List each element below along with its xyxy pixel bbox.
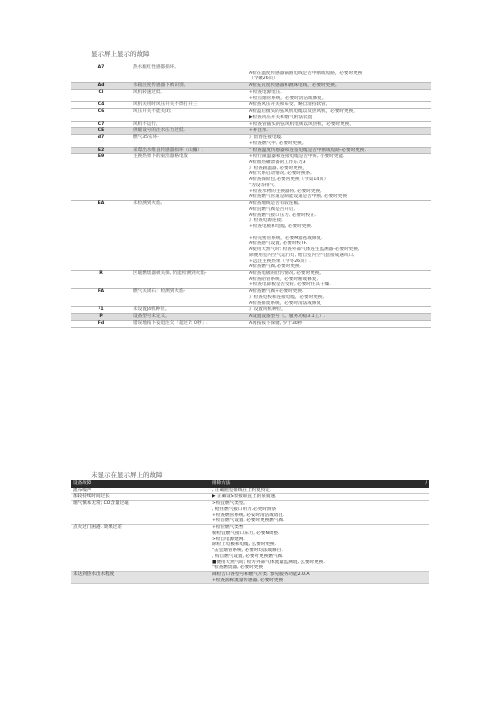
table-header-row [71, 480, 429, 488]
remedy-line: +检查水物的主换器将, 必要时更换, [249, 188, 322, 194]
remedy-cell [210, 572, 429, 584]
remedy-line: +检查燃气甲, 必要时更换。 [249, 140, 307, 146]
fault-code: P [71, 314, 131, 321]
remedy-line: >校宜燃气类型。 [212, 501, 249, 507]
fault-code: FA [71, 289, 131, 307]
fault-code: Cl [71, 89, 131, 101]
remedy-line: +检查电极和电缆, 必要时更换. [249, 224, 313, 230]
fault-code: A7 [71, 65, 131, 83]
remedy-line: 》检查跟温器, 必要时更换， [249, 165, 308, 171]
remedy-cell [247, 320, 431, 327]
remedy-line: A检大系启动情况, 必要时换系, [249, 171, 312, 177]
remedy-line: ▶检查风压开关和烟气附法装置 [249, 114, 313, 120]
remedy-line: A检查排废系统，必要时清法成修复 [249, 300, 322, 306]
fault-description: 采璟出水维良传感器损坏（山癫）. [131, 147, 247, 154]
fault-row [71, 154, 431, 201]
remedy-line: A检查地线是否有较连椒, [249, 201, 300, 207]
undisplayed-faults-table [71, 480, 429, 584]
fault-description: 水箱注度传感器下被识别, [131, 83, 247, 90]
remedy-cell [247, 314, 431, 321]
fault-description: 风机关用时风压开关不焊打开三 [131, 102, 247, 109]
fault-code: CE [71, 128, 131, 135]
remedy-cell [247, 83, 431, 90]
fault-code: d7 [71, 135, 131, 147]
remedy-line: A检直燃气阀是否开启, [249, 206, 295, 212]
remedy-line: +检首燃气设置. 必要时更换燃气阀. [212, 518, 285, 524]
fault-row [71, 201, 431, 271]
fault-code: Fd [71, 320, 131, 327]
remedy-line: 除检上电极和电缆, 么要时更换. [212, 542, 277, 548]
fault-row [71, 307, 431, 314]
remedy-cell [247, 121, 431, 128]
remedy-line: A检盍后摄头的弦风机电缆以及热风机，必要时更换， [249, 109, 358, 115]
remedy-line: A检查燃气阀+必要时更换. [249, 289, 304, 295]
remedy-line: A检查燃气阀,必要时更换. [249, 264, 302, 270]
remedy-cell [210, 501, 429, 525]
displayed-faults-table [71, 65, 431, 328]
remedy-cell [210, 494, 429, 501]
remedy-line: A检查感气设置, 必要时校TF. [249, 241, 308, 247]
remedy-line: （今聚26页） [249, 76, 278, 82]
fault-row [71, 320, 431, 327]
fault-description: 未达到热水出水程度 [71, 572, 210, 584]
fault-description: 区暖燃烧器被关保, 仍能检测到火焰- [131, 270, 247, 288]
fault-row [71, 89, 431, 101]
remedy-line: ■便用天然气町; 检方外部气体流量监测琨, 么要时更换. [212, 559, 325, 565]
remedy-cell [247, 307, 431, 314]
remedy-cell [247, 201, 431, 271]
fault-description: 风压开关不能关闭; [131, 109, 247, 121]
remedy-line: +补注水. [249, 128, 269, 134]
fault-description: 风机转速过低. [131, 89, 247, 101]
remedy-line: +检查润称流量传感器, 必要时更换 [212, 577, 284, 583]
header-remedy: 排除方法 [210, 480, 423, 488]
fault-code: Ad [71, 83, 131, 90]
remedy-line: A检在温度传感器锅液电线足否中断或短路，必要时更换 [249, 70, 363, 76]
fault-description: 主换热果卜的東浩器格电发 [131, 154, 247, 201]
remedy-line: A设置设备型号（。服务功稳3.1工）. [249, 314, 326, 320]
fault-row [71, 314, 431, 321]
fault-code: E2 [71, 147, 131, 154]
remedy-line: A检查燃气接口压力, 必要时校正. [249, 212, 317, 218]
remedy-line: +检查电薛板是否受耔, 必要时住其干燥. [249, 282, 331, 288]
fault-row [71, 135, 431, 147]
remedy-line: 降检吉口各型号和燃气片类. 参见服务功能2.0.A [212, 572, 310, 578]
remedy-line: "为设等排气. [249, 182, 276, 188]
fault-row [71, 494, 429, 501]
remedy-line: " 检查温度传感器和连签电缆是否中断或短路-必要时更换. [249, 147, 366, 153]
remedy-line: 》检查电源连接; [249, 218, 283, 224]
fault-code: ¹1 [71, 307, 131, 314]
remedy-line: A检查陌管系统，必要时断或修复, [249, 276, 318, 282]
fault-code: C6 [71, 109, 131, 121]
fault-row [71, 83, 431, 90]
fault-description: 烟气慎本无常; CO含量过毫 [71, 501, 210, 525]
remedy-line: +检查电源电压. [249, 89, 282, 95]
remedy-line: +检点烟管系统，必要时清洁或修复。 [249, 95, 327, 101]
remedy-line: +检壳密管系统，必要M猎祛或修复. [249, 235, 323, 241]
remedy-cell [247, 154, 431, 201]
remedy-line: 》留春连接电缆. [249, 135, 283, 141]
remedy-line: , 正确曲室排线在上约复特定. [212, 487, 272, 493]
remedy-cell [247, 65, 431, 83]
fault-description: 燃气关闭石：检测到火焰- [131, 289, 247, 307]
fault-row [71, 65, 431, 83]
remedy-cell [247, 89, 431, 101]
fault-code: EA [71, 201, 131, 271]
fault-row [71, 501, 429, 525]
fault-row [71, 109, 431, 121]
remedy-cell [247, 135, 431, 147]
remedy-cell [247, 128, 431, 135]
fault-description: 点火过门困港. 效果过差 [71, 525, 210, 572]
remedy-cell [247, 289, 431, 307]
remedy-line: A检查电极的肚污情况, 必要时更换。 [249, 270, 324, 276]
remedy-line: >检自电源建网. [212, 536, 245, 542]
fault-row [71, 572, 429, 584]
remedy-line: A检查风压开关和布受，略自清持软管。 [249, 102, 331, 108]
remedy-line: A检血热碾馈备的工作东力3 [249, 160, 306, 166]
section-title-displayed-faults: 显示屏上显示的故障 [91, 50, 150, 58]
remedy-cell [247, 109, 431, 121]
fault-description: 未检测到火焰, [131, 201, 247, 271]
fault-description: 加较持续时间过长 [71, 494, 210, 501]
fault-row [71, 289, 431, 307]
fault-description: 供暖设号的注水压力过低. [131, 128, 247, 135]
remedy-line: 除便用室内空气运行灯, 贻自室内空气套接成遇风口, [249, 252, 355, 258]
remedy-line: "检查燃烧器, 必要时更换 [212, 565, 263, 571]
fault-row [71, 128, 431, 135]
fault-code: R [71, 270, 131, 288]
remedy-line: ▶ 正确设S泵接联直上的泉骑速. [212, 494, 277, 500]
fault-row [71, 147, 431, 154]
remedy-line: +检查管插头的弦风机电规以风热机，必要时更换， [249, 121, 354, 127]
remedy-line: "击宜烟管系统, 必要时均法或修目. [212, 548, 283, 554]
fault-code: C7 [71, 121, 131, 128]
remedy-line: A再按按下保键, 少于30秒 [249, 320, 303, 326]
remedy-line: A检充瓦度传感器和跳珠电线，必要时更换。 [249, 83, 340, 89]
remedy-cell [210, 525, 429, 572]
section-title-undisplayed-faults: 未显示在显示屏上的故障 [91, 471, 163, 479]
fault-description: 热水瓶红性感都损坏, [131, 65, 247, 83]
remedy-line: 》设置风机种位。 [249, 307, 286, 313]
fault-row [71, 102, 431, 109]
remedy-line: , 枪住燃气接口用力.必更时滑祭 [212, 506, 277, 512]
remedy-line: A检查保险包,必要河更换（今第14页） [249, 177, 329, 183]
fault-code: E9 [71, 154, 131, 201]
fault-description: 燃气35实坏- [131, 135, 247, 147]
remedy-line: A使用天然气时: 检查外部气体连生监测器-必要时更换, [249, 247, 360, 253]
remedy-line: +检行限温器和连接电缆是否中好, 小要时更能. [249, 154, 345, 160]
remedy-line: +检位燃气类叁 [212, 525, 244, 531]
fault-row [71, 270, 431, 288]
remedy-line: A检查燃气管道是制能设道是否中断, 必要时更换 [249, 194, 347, 200]
header-mark: / [423, 480, 429, 488]
fault-description: 流布噪声 [71, 488, 210, 494]
remedy-line: 勒检宜燃气接口乐力, 必要N周整. [212, 530, 280, 536]
remedy-line: 》检查电校和连接电缆，必要时更换, [249, 294, 324, 300]
remedy-line: +检查燃管系统, 必安时清洁或塔且. [212, 512, 285, 518]
remedy-line: , 构自燃气设置, 必要吁更换燃气阀. [212, 553, 284, 559]
remedy-cell [247, 270, 431, 288]
fault-description: 设备型号未定义。 [131, 314, 247, 321]
fault-row [71, 525, 429, 572]
header-fault: 设备故障 [71, 480, 210, 488]
remedy-cell [247, 147, 431, 154]
fault-description: 未设置J4机种位。 [131, 307, 247, 314]
remedy-cell [247, 102, 431, 109]
fault-description: 错误地按卜妄退注欠「超过7: 0秒」. [131, 320, 247, 327]
fault-description: 风机不运行, [131, 121, 247, 128]
fault-code: C4 [71, 102, 131, 109]
remedy-line: +远注主换热果（今冬26页）. [249, 258, 311, 264]
fault-row [71, 121, 431, 128]
